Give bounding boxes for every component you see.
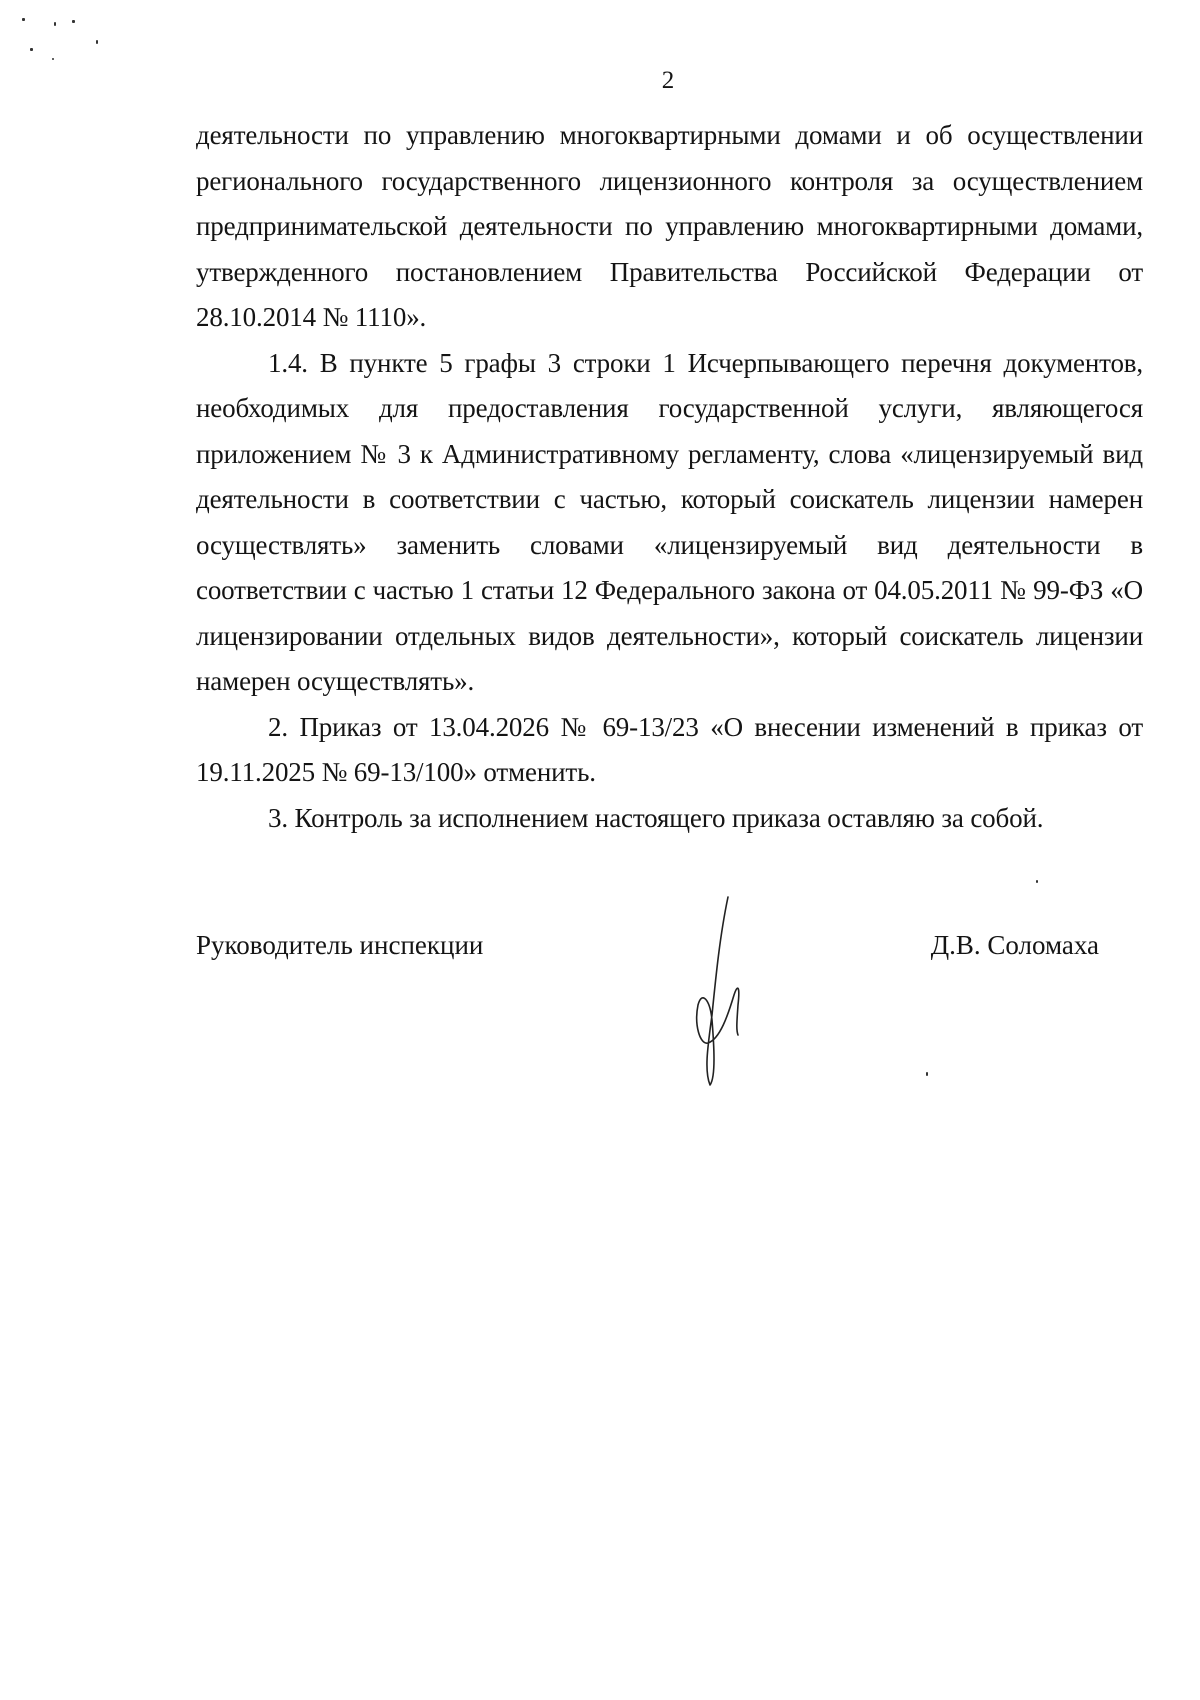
scan-speck [22,18,25,21]
scan-speck [1036,880,1038,883]
scan-speck [96,40,98,44]
scan-speck [30,48,33,51]
handwritten-signature [690,895,760,1090]
paragraph-continuation: деятельности по управлению многоквартирными домами и об осуществлении регионального государственного лицензионного контроля за осуществлением предпринимательской деятельности по управлению многоквартирными домами, утвержденного постановлением Правительства Российской Федерации от 28.10.2014 № 1110». [196,120,1143,332]
scan-speck [926,1072,928,1076]
scan-speck [52,58,54,60]
paragraph-2: 2. Приказ от 13.04.2026 № 69-13/23 «О внесении изменений в приказ от 19.11.2025 № 69-13/100» отменить. [196,711,1143,787]
document-body [196,113,1143,841]
signature-block [196,925,1099,965]
signer-name: Д.В. Соломаха [930,930,1099,960]
scan-speck [54,22,56,26]
scan-speck [72,20,75,23]
signer-title: Руководитель инспекции [196,930,484,960]
paragraph-3: 3. Контроль за исполнением настоящего приказа оставляю за собой. [268,802,1044,833]
page-number: 2 [661,67,675,94]
paragraph-1-4: 1.4. В пункте 5 графы 3 строки 1 Исчерпывающего перечня документов, необходимых для предоставления государственной услуги, являющегося приложением № 3 к Административному регламенту, слова «лицензируемый вид деятельности в соответствии с частью, который соискатель лицензии намерен осуществлять» заменить словами «лицензируемый вид деятельности в соответствии с частью 1 статьи 12 Федерального закона от 04.05.2011 № 99-ФЗ «О лицензировании отдельных видов деятельности», который соискатель лицензии намерен осуществлять». [196,347,1143,696]
